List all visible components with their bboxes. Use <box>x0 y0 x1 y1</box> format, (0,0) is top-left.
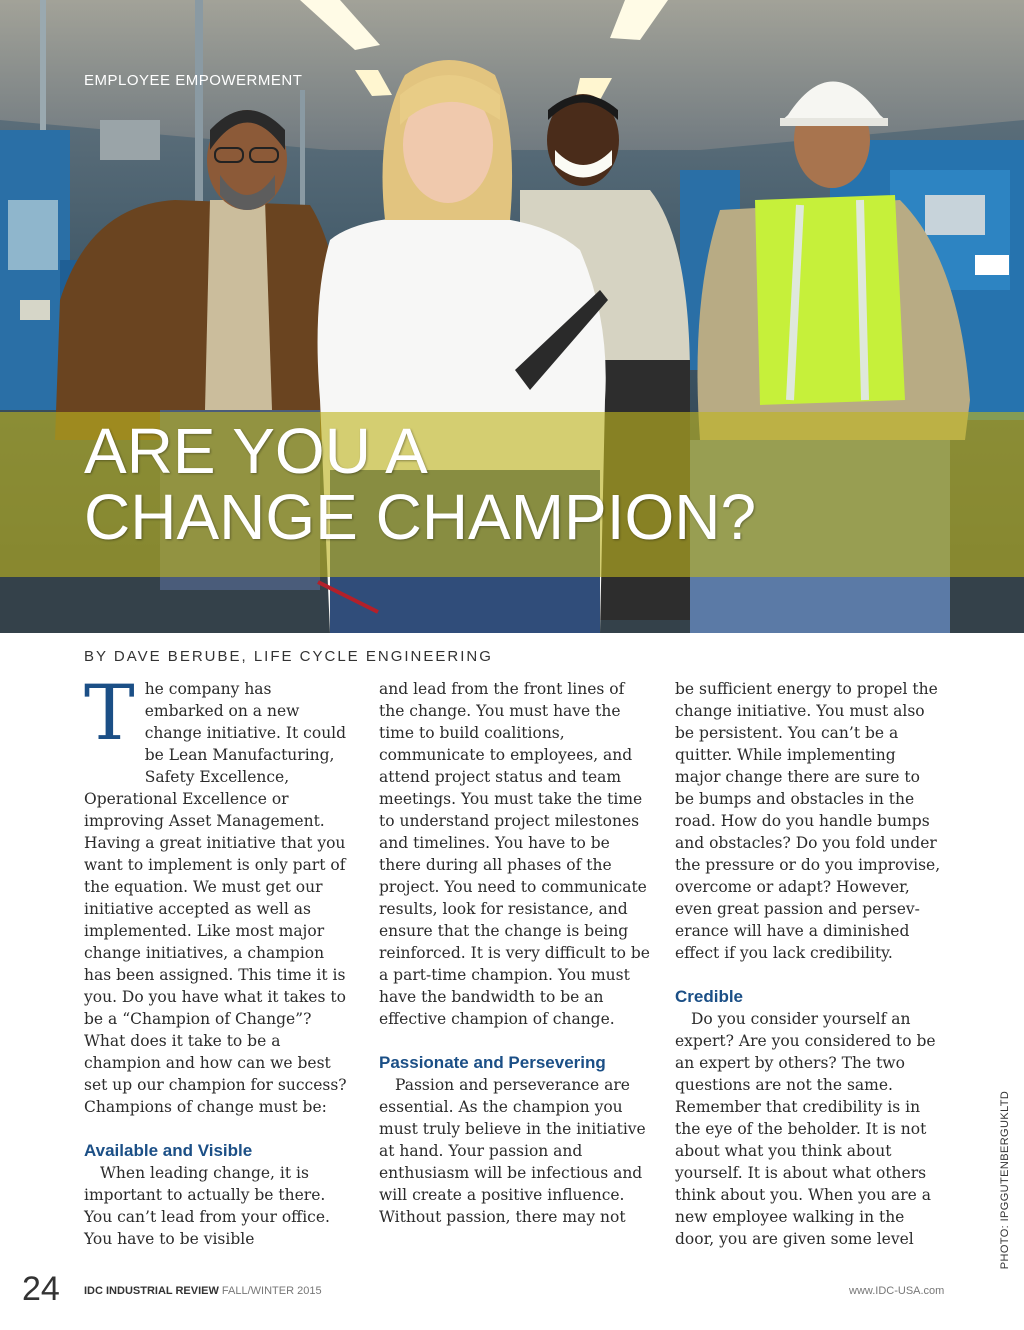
body-paragraph: Passion and perseverance are essential. As the champion you must truly believe in the initiative at hand. Your passion and enthusiasm will be infectious and will create a positive influence. Without passion, there may not <box>379 1076 646 1226</box>
photo-credit-wrapper <box>996 1090 1014 1270</box>
footer-publication <box>84 1285 322 1297</box>
drop-cap: T <box>84 668 135 757</box>
article-column-2 <box>379 678 651 1228</box>
subheading-credible: Credible <box>675 987 744 1006</box>
intro-line: embarked on a new <box>144 702 300 720</box>
intro-line: be Lean Manufacturing, <box>144 746 335 764</box>
headline <box>84 415 757 553</box>
body-paragraph: When leading change, it is important to actually be there. You can’t lead from your office. You have to be visible <box>84 1164 330 1248</box>
subheading-available-visible: Available and Visible <box>84 1141 253 1160</box>
body-paragraph: Do you consider yourself an expert? Are you considered to be an expert by others? The two questions are not the same. Remember that credibility is in the eye of the beholder. It is not about what you think about yourself. It is about what others think about you. When you are a new employee walking in the door, you are given some level <box>675 1010 936 1248</box>
headline-line-1: ARE YOU A <box>84 415 428 487</box>
page-number: 24 <box>22 1270 60 1308</box>
subheading-passionate-persevering: Passionate and Persevering <box>379 1053 606 1072</box>
body-paragraph: be sufficient energy to propel the change initiative. You must also be persistent. You can’t be a quitter. While implementing major change there are sure to be bumps and obstacles in the road. How do you handle bumps and obstacles? Do you fold under the pressure or do you improvise, overcome or adapt? However, even great passion and persev-erance will have a diminished effect if you lack credibility. <box>675 680 941 962</box>
footer-url: www.IDC-USA.com <box>849 1285 945 1297</box>
section-label: EMPLOYEE EMPOWERMENT <box>84 72 303 89</box>
publication-name: IDC INDUSTRIAL REVIEW <box>84 1285 219 1297</box>
intro-paragraph: Safety Excellence, Operational Excellence or improving Asset Management. Having a great initiative that you want to implement is only part of the equation. We must get our initiative accepted as well as implemented. Like most major change initiatives, a champion has been assigned. This time it is you. Do you have what it takes to be a “Champion of Change”? What does it take to be a champion and how can we best set up our champion for success? Champions of change must be: <box>84 768 347 1116</box>
photo-credit: PHOTO: IPGGUTENBERGUKLTD <box>999 1090 1011 1270</box>
byline: BY DAVE BERUBE, LIFE CYCLE ENGINEERING <box>84 648 493 665</box>
intro-line: he company has <box>144 680 272 698</box>
intro-line: change initiative. It could <box>144 724 347 742</box>
article-column-3 <box>675 678 943 1250</box>
issue-label: FALL/WINTER 2015 <box>221 1285 322 1297</box>
headline-line-2: CHANGE CHAMPION? <box>84 481 757 553</box>
hero-photo <box>0 0 1024 633</box>
body-paragraph: and lead from the front lines of the change. You must have the time to build coalitions, communicate to employees, and attend project status and team meetings. You must take the time to understand project milestones and timelines. You have to be there during all phases of the project. You need to communicate results, look for resistance, and ensure that the change is being reinforced. It is very difficult to be a part-time champion. You must have the bandwidth to be an effective champion of change. <box>379 680 650 1028</box>
article-column-1 <box>84 668 352 1250</box>
